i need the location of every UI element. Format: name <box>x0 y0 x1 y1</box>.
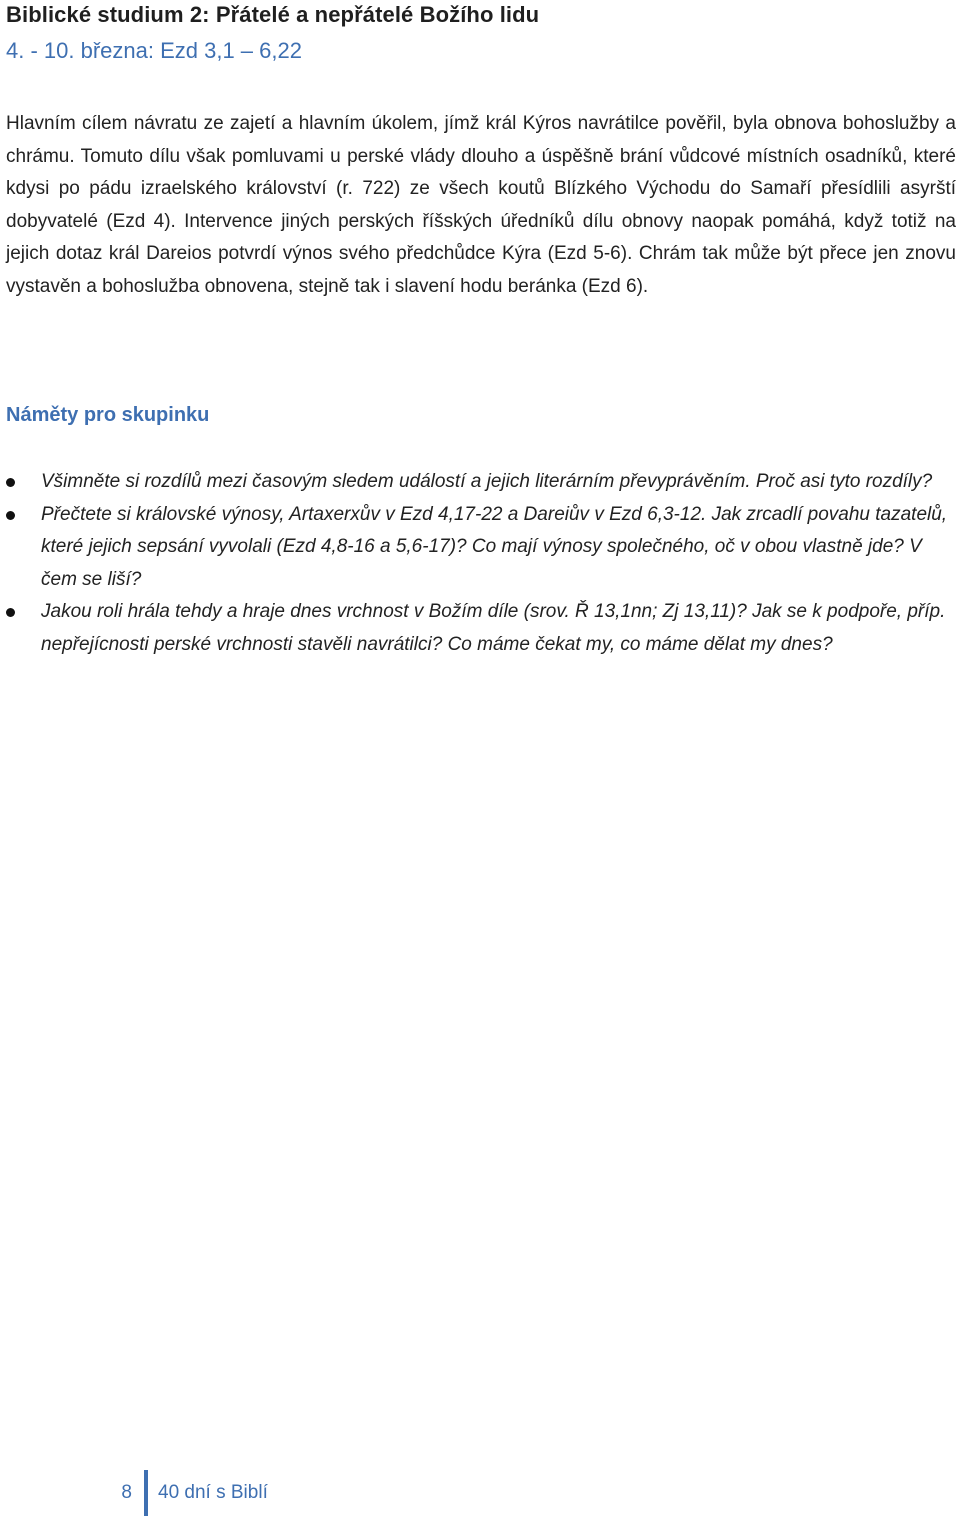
date-and-passage-subtitle: 4. - 10. března: Ezd 3,1 – 6,22 <box>6 38 302 63</box>
bullet-icon <box>6 511 15 520</box>
bullet-icon <box>6 478 15 487</box>
question-text: Jakou roli hrála tehdy a hraje dnes vrchnost v Božím díle (srov. Ř 13,1nn; Zj 13,11)? Jak se k podpoře, příp. nepřejícnosti perské vrchnosti stavěli navrátilci? Co máme čekat my, co máme dělat my dnes? <box>41 601 946 655</box>
document-title: Biblické studium 2: Přátelé a nepřátelé Božího lidu <box>6 2 540 27</box>
bullet-icon <box>6 608 15 617</box>
question-text: Všimněte si rozdílů mezi časovým sledem událostí a jejich literárním převyprávěním. Proč asi tyto rozdíly? <box>41 471 933 492</box>
intro-paragraph: Hlavním cílem návratu ze zajetí a hlavním úkolem, jímž král Kýros navrátilce pověřil, byla obnova bohoslužby a chrámu. Tomuto dílu však pomluvami u perské vlády dlouho a úspěšně brání vůdcové místních osadníků, které kdysi po pádu izraelského království (r. 722) ze všech koutů Blízkého Východu do Samaří přesídlili asyrští dobyvatelé (Ezd 4). Intervence jiných perských říšských úředníků dílu obnovy naopak pomáhá, když totiž na jejich dotaz král Dareios potvrdí výnos svého předchůdce Kýra (Ezd 5-6). Chrám tak může být přece jen znovu vystavěn a bohoslužba obnovena, stejně tak i slavení hodu beránka (Ezd 6). <box>6 113 956 297</box>
discussion-question <box>0 499 950 597</box>
page-number: 8 <box>121 1482 132 1503</box>
page-footer <box>110 1470 268 1516</box>
footer-divider <box>144 1470 148 1516</box>
question-text: Přečtete si královské výnosy, Artaxerxův v Ezd 4,17-22 a Dareiův v Ezd 6,3-12. Jak zrcadlí povahu tazatelů, které jejich sepsání vyvolali (Ezd 4,8-16 a 5,6-17)? Co mají výnosy společného, oč v obou vlastně jde? V čem se liší? <box>41 503 948 590</box>
discussion-question <box>0 466 950 499</box>
group-topics-heading: Náměty pro skupinku <box>6 404 210 426</box>
discussion-questions-list <box>0 466 950 662</box>
discussion-question <box>0 596 950 661</box>
publication-name: 40 dní s Biblí <box>158 1482 268 1503</box>
